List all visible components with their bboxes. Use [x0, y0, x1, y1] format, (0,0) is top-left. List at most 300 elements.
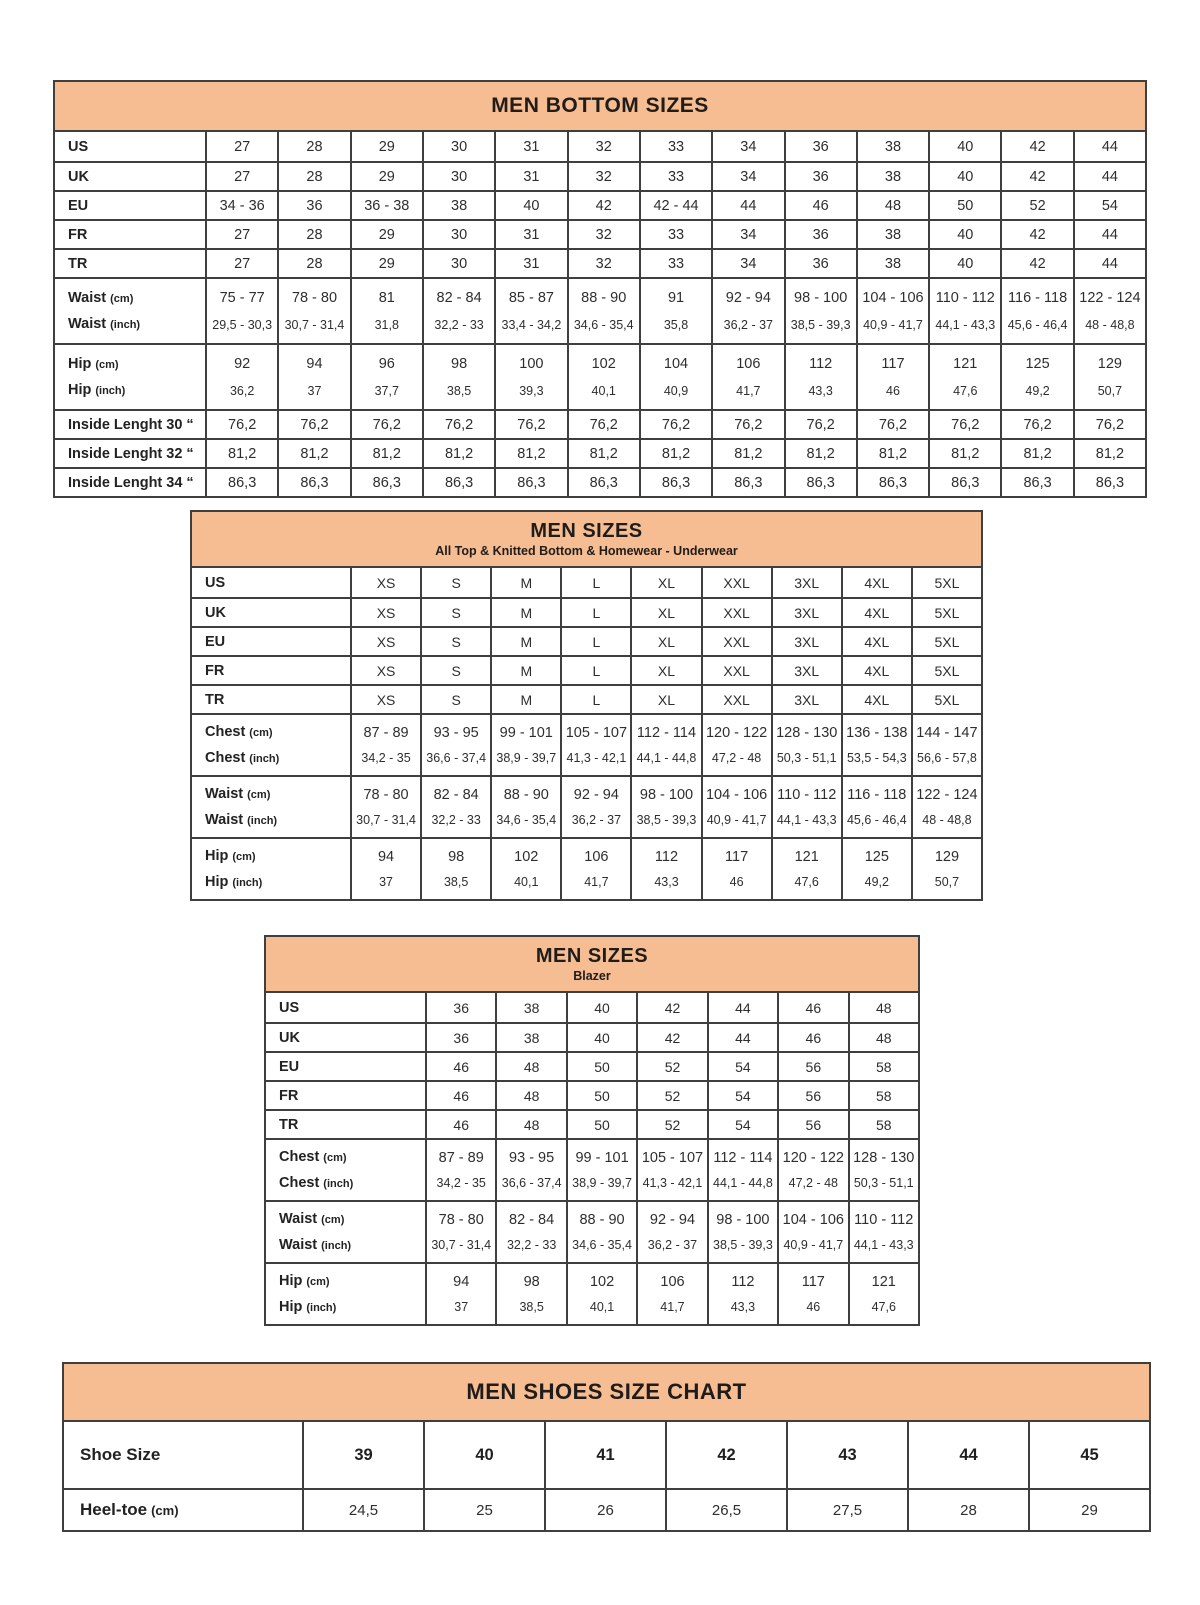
size-cell: [784, 279, 856, 343]
size-cell: 50: [566, 1111, 636, 1138]
value-cm: 98: [523, 1274, 540, 1290]
row-label-line: [279, 1211, 344, 1227]
value-inch: 30,7 - 31,4: [284, 317, 345, 332]
size-cell: 24,5: [302, 1490, 423, 1530]
size-cell: [1000, 279, 1072, 343]
row-label: [192, 568, 350, 597]
value-inch: 40,1: [591, 383, 616, 398]
value-cm: 121: [794, 849, 819, 865]
size-cell: 38: [495, 993, 565, 1022]
value-cm: 112: [809, 356, 833, 373]
value-cm: 93 - 95: [509, 1150, 555, 1166]
size-cell: 44: [1073, 163, 1145, 190]
size-cell: [420, 715, 490, 775]
value-inch: 29,5 - 30,3: [212, 317, 273, 332]
value-inch: 30,7 - 31,4: [431, 1238, 492, 1252]
size-cell: [490, 777, 560, 837]
size-cell: 30: [422, 221, 494, 248]
size-cell: 42: [636, 993, 706, 1022]
row-label-text: TR: [205, 691, 225, 708]
value-inch: 40,9 - 41,7: [783, 1238, 844, 1252]
table-title: MEN SIZES: [535, 944, 649, 967]
size-cell: 27: [205, 163, 277, 190]
row-label-text: Hip: [205, 873, 229, 890]
table-subtitle: Blazer: [573, 968, 611, 983]
row-label-line: [205, 812, 277, 828]
size-cell: 81,2: [1000, 440, 1072, 467]
value-inch: 38,5: [443, 875, 469, 889]
size-cell: 86,3: [494, 469, 566, 496]
size-cell: 38: [856, 221, 928, 248]
value-inch: 45,6 - 46,4: [846, 813, 907, 827]
row-label-text: Hip: [205, 848, 229, 865]
value-cm: 128 - 130: [776, 725, 838, 741]
value-inch: 50,7: [1097, 383, 1123, 398]
size-cell: 54: [707, 1082, 777, 1109]
value-cm: 99 - 101: [575, 1150, 629, 1166]
size-cell: XS: [350, 599, 420, 626]
row-label-text: Hip: [68, 355, 92, 372]
size-cell: [636, 1264, 706, 1324]
row-label-line: [68, 290, 133, 306]
size-cell: [494, 279, 566, 343]
value-inch: 48 - 48,8: [1085, 317, 1135, 332]
row-label: [55, 411, 205, 438]
table-header: [266, 937, 918, 993]
size-cell: 29: [350, 132, 422, 161]
value-cm: 106: [736, 356, 761, 373]
row-label-text: Waist: [68, 289, 107, 306]
size-cell: 42: [1000, 250, 1072, 277]
value-inch: 44,1 - 43,3: [776, 813, 837, 827]
size-cell: [560, 715, 630, 775]
row-label-line: [279, 1237, 351, 1253]
size-cell: 29: [350, 250, 422, 277]
row-label-unit: (cm): [110, 292, 134, 305]
size-cell: 4XL: [841, 628, 911, 655]
row-label-unit: (cm): [321, 1214, 345, 1227]
row-label-text: US: [68, 138, 89, 155]
size-cell: 3XL: [771, 568, 841, 597]
table-header: [55, 82, 1145, 132]
size-cell: 40: [566, 993, 636, 1022]
row-label-line: [279, 1117, 298, 1133]
size-cell: 34: [711, 132, 783, 161]
value-inch: 43,3: [654, 875, 679, 889]
size-cell: [707, 1202, 777, 1262]
size-cell: 76,2: [928, 411, 1000, 438]
value-cm: 136 - 138: [846, 725, 908, 741]
size-cell: 44: [707, 1024, 777, 1051]
value-cm: 81: [378, 290, 395, 307]
size-cell: [777, 1202, 847, 1262]
value-cm: 94: [453, 1274, 470, 1290]
value-cm: 85 - 87: [508, 290, 554, 307]
value-inch: 37: [379, 875, 393, 889]
size-cell: XXL: [701, 599, 771, 626]
table-row: [192, 626, 981, 655]
row-label-text: Waist: [68, 316, 107, 333]
row-label-line: [279, 1175, 353, 1191]
size-cell: 76,2: [205, 411, 277, 438]
value-inch: 37,7: [374, 383, 399, 398]
size-cell: XS: [350, 628, 420, 655]
size-cell: 76,2: [1000, 411, 1072, 438]
table-row: [266, 1051, 918, 1080]
value-cm: 106: [660, 1274, 685, 1290]
size-cell: XL: [630, 686, 700, 713]
value-inch: 43,3: [730, 1300, 756, 1314]
size-cell: 25: [423, 1490, 544, 1530]
size-cell: 42: [1000, 221, 1072, 248]
table-row: [192, 597, 981, 626]
size-cell: [848, 1140, 918, 1200]
row-label-unit: (cm): [247, 789, 271, 802]
size-cell: [277, 279, 349, 343]
value-inch: 36,2 - 37: [723, 317, 774, 332]
size-cell: [1073, 279, 1145, 343]
size-cell: 44: [1073, 132, 1145, 161]
value-inch: 38,9 - 39,7: [496, 751, 557, 765]
size-cell: [425, 1264, 495, 1324]
row-label-text: EU: [205, 633, 226, 650]
size-cell: 46: [425, 1053, 495, 1080]
value-cm: 144 - 147: [916, 725, 978, 741]
size-cell: L: [560, 657, 630, 684]
size-cell: 56: [777, 1053, 847, 1080]
size-cell: [848, 1202, 918, 1262]
row-label-unit: (inch): [95, 385, 126, 398]
row-label-unit: (cm): [95, 358, 119, 371]
size-cell: [636, 1140, 706, 1200]
table-subtitle: All Top & Knitted Bottom & Homewear - Underwear: [435, 543, 738, 558]
value-cm: 112: [654, 849, 679, 865]
row-label-line: [205, 874, 262, 890]
size-cell: XL: [630, 568, 700, 597]
row-label-line: [279, 1088, 298, 1104]
size-cell: [425, 1202, 495, 1262]
row-label-text: US: [279, 999, 300, 1016]
size-cell: [771, 839, 841, 899]
size-cell: S: [420, 657, 490, 684]
size-cell: 76,2: [567, 411, 639, 438]
row-label: [266, 1082, 425, 1109]
value-cm: 92: [234, 356, 251, 373]
value-cm: 87 - 89: [438, 1150, 484, 1166]
size-cell: XXL: [701, 657, 771, 684]
row-label-unit: (inch): [249, 752, 280, 765]
value-cm: 98 - 100: [716, 1212, 770, 1228]
size-cell: 36: [277, 192, 349, 219]
value-cm: 98 - 100: [639, 787, 694, 803]
row-label-text: Waist: [205, 811, 244, 828]
value-cm: 100: [519, 356, 544, 373]
table-body: [64, 1422, 1149, 1530]
value-inch: 41,7: [660, 1300, 685, 1314]
size-cell: [277, 345, 349, 409]
size-cell: 81,2: [928, 440, 1000, 467]
row-label: [192, 628, 350, 655]
value-cm: 122 - 124: [916, 787, 978, 803]
size-cell: [841, 715, 911, 775]
value-inch: 40,1: [514, 875, 539, 889]
size-cell: [630, 715, 700, 775]
value-cm: 78 - 80: [291, 290, 338, 307]
size-cell: [420, 839, 490, 899]
row-label-line: [68, 198, 88, 214]
size-cell: 31: [494, 132, 566, 161]
value-cm: 125: [864, 849, 889, 865]
size-cell: [420, 777, 490, 837]
value-inch: 47,2 - 48: [788, 1176, 838, 1190]
row-label: [266, 1024, 425, 1051]
size-cell: 76,2: [350, 411, 422, 438]
value-cm: 121: [871, 1274, 896, 1290]
size-cell: [422, 345, 494, 409]
size-cell: 50: [566, 1053, 636, 1080]
row-label-text: UK: [279, 1029, 300, 1046]
row-label: [55, 279, 205, 343]
value-inch: 32,2 - 33: [431, 813, 481, 827]
value-cm: 129: [1097, 356, 1122, 373]
size-cell: 40: [423, 1422, 544, 1488]
size-cell: 44: [707, 993, 777, 1022]
row-label-unit: (cm): [323, 1152, 347, 1165]
size-cell: M: [490, 657, 560, 684]
value-inch: 41,3 - 42,1: [642, 1176, 703, 1190]
size-cell: [490, 715, 560, 775]
value-cm: 99 - 101: [499, 725, 553, 741]
size-cell: 76,2: [422, 411, 494, 438]
row-label-line: [205, 663, 224, 679]
size-cell: 36 - 38: [350, 192, 422, 219]
value-inch: 48 - 48,8: [922, 813, 972, 827]
value-cm: 112: [731, 1274, 755, 1290]
value-cm: 110 - 112: [777, 787, 837, 803]
value-cm: 82 - 84: [436, 290, 482, 307]
value-inch: 50,7: [934, 875, 960, 889]
size-cell: [777, 1264, 847, 1324]
size-cell: 40: [494, 192, 566, 219]
row-label-text: UK: [205, 604, 226, 621]
size-cell: 40: [566, 1024, 636, 1051]
size-cell: [911, 839, 981, 899]
row-label: [192, 839, 350, 899]
size-cell: 48: [495, 1082, 565, 1109]
value-inch: 49,2: [1025, 383, 1050, 398]
row-label-text: Heel-toe: [80, 1500, 148, 1519]
size-cell: 54: [1073, 192, 1145, 219]
size-cell: 4XL: [841, 568, 911, 597]
value-cm: 102: [591, 356, 616, 373]
size-cell: [350, 279, 422, 343]
size-cell: 56: [777, 1082, 847, 1109]
size-cell: 81,2: [422, 440, 494, 467]
size-cell: 4XL: [841, 657, 911, 684]
size-cell: [771, 777, 841, 837]
size-cell: [495, 1264, 565, 1324]
size-cell: [701, 777, 771, 837]
table-body: [266, 993, 918, 1324]
size-cell: 40: [928, 132, 1000, 161]
table-row: [55, 161, 1145, 190]
table-title: MEN BOTTOM SIZES: [491, 93, 709, 117]
value-inch: 34,6 - 35,4: [573, 317, 634, 332]
size-cell: [350, 839, 420, 899]
size-cell: 76,2: [494, 411, 566, 438]
size-cell: 58: [848, 1082, 918, 1109]
size-cell: [841, 777, 911, 837]
size-cell: [707, 1140, 777, 1200]
value-inch: 34,6 - 35,4: [572, 1238, 632, 1252]
size-cell: XS: [350, 657, 420, 684]
table-row: [192, 837, 981, 899]
value-inch: 46: [806, 1300, 821, 1314]
row-label-unit: (inch): [323, 1177, 354, 1190]
row-label-unit: (inch): [247, 814, 278, 827]
row-label-line: [68, 316, 140, 332]
size-cell: 38: [856, 163, 928, 190]
size-cell: 46: [784, 192, 856, 219]
size-cell: XS: [350, 686, 420, 713]
value-cm: 102: [589, 1274, 615, 1290]
table-row: [64, 1488, 1149, 1530]
size-cell: 31: [494, 163, 566, 190]
value-inch: 33,4 - 34,2: [501, 317, 562, 332]
value-inch: 36,2: [229, 383, 255, 398]
size-cell: 33: [639, 132, 711, 161]
table-title: MEN SHOES SIZE CHART: [466, 1379, 747, 1405]
size-cell: 4XL: [841, 599, 911, 626]
row-label-line: [68, 169, 89, 185]
row-label-text: Hip: [279, 1298, 303, 1315]
size-cell: 3XL: [771, 599, 841, 626]
value-cm: 96: [378, 356, 395, 373]
value-cm: 98: [451, 356, 468, 373]
size-cell: 52: [636, 1053, 706, 1080]
row-label-line: [279, 1059, 299, 1075]
size-cell: [567, 345, 639, 409]
row-label-line: [68, 417, 194, 433]
value-inch: 38,5 - 39,3: [713, 1238, 773, 1252]
size-cell: [566, 1264, 636, 1324]
row-label-line: [279, 1030, 300, 1046]
size-cell: [425, 1140, 495, 1200]
value-cm: 98: [448, 849, 465, 865]
size-cell: 38: [422, 192, 494, 219]
value-inch: 38,9 - 39,7: [572, 1176, 632, 1190]
value-cm: 92 - 94: [573, 787, 619, 803]
value-inch: 36,2 - 37: [571, 813, 622, 827]
size-cell: M: [490, 599, 560, 626]
size-cell: [771, 715, 841, 775]
size-cell: 86,3: [856, 469, 928, 496]
value-cm: 110 - 112: [935, 290, 995, 307]
table-row: [55, 343, 1145, 409]
size-cell: 33: [639, 250, 711, 277]
size-cell: 86,3: [639, 469, 711, 496]
size-cell: 33: [639, 221, 711, 248]
size-cell: [205, 345, 277, 409]
size-cell: 42 - 44: [639, 192, 711, 219]
size-cell: 76,2: [1073, 411, 1145, 438]
size-cell: XXL: [701, 686, 771, 713]
value-inch: 38,5: [519, 1300, 544, 1314]
row-label-text: TR: [68, 255, 88, 272]
size-cell: [560, 777, 630, 837]
size-cell: 5XL: [911, 686, 981, 713]
size-cell: M: [490, 628, 560, 655]
size-cell: 40: [928, 163, 1000, 190]
table-row: [192, 684, 981, 713]
row-label-text: UK: [68, 168, 89, 185]
size-cell: 52: [636, 1111, 706, 1138]
size-cell: L: [560, 599, 630, 626]
table-row: [192, 775, 981, 837]
value-cm: 82 - 84: [433, 787, 479, 803]
row-label-text: FR: [279, 1087, 299, 1104]
size-cell: 34 - 36: [205, 192, 277, 219]
row-label-text: Chest: [279, 1174, 320, 1191]
value-inch: 45,6 - 46,4: [1007, 317, 1068, 332]
row-label-text: Waist: [279, 1236, 318, 1253]
size-cell: 43: [786, 1422, 907, 1488]
value-inch: 31,8: [374, 317, 399, 332]
value-cm: 106: [584, 849, 609, 865]
size-cell: XL: [630, 599, 700, 626]
size-cell: 38: [495, 1024, 565, 1051]
size-cell: 26: [544, 1490, 665, 1530]
value-cm: 102: [514, 849, 539, 865]
size-cell: 86,3: [205, 469, 277, 496]
value-inch: 49,2: [864, 875, 889, 889]
row-label: [192, 657, 350, 684]
value-inch: 41,7: [736, 383, 761, 398]
size-cell: XS: [350, 568, 420, 597]
size-cell: M: [490, 568, 560, 597]
size-cell: 44: [1073, 221, 1145, 248]
size-cell: 48: [495, 1111, 565, 1138]
size-cell: 30: [422, 250, 494, 277]
value-inch: 50,3 - 51,1: [853, 1176, 914, 1190]
size-cell: XL: [630, 657, 700, 684]
size-cell: 36: [784, 163, 856, 190]
size-cell: 46: [777, 993, 847, 1022]
value-cm: 117: [881, 356, 905, 373]
row-label: [55, 469, 205, 496]
size-cell: 76,2: [639, 411, 711, 438]
row-label-line: [205, 634, 225, 650]
size-cell: 28: [277, 250, 349, 277]
row-label-line: [68, 475, 194, 491]
size-cell: 86,3: [567, 469, 639, 496]
value-cm: 104 - 106: [862, 290, 924, 307]
size-cell: 33: [639, 163, 711, 190]
table-row: [192, 568, 981, 597]
size-cell: 86,3: [928, 469, 1000, 496]
value-cm: 105 - 107: [565, 725, 628, 741]
size-cell: 42: [665, 1422, 786, 1488]
row-label: [55, 345, 205, 409]
value-cm: 110 - 112: [854, 1212, 914, 1228]
row-label-text: Inside Lenght 34 “: [68, 474, 194, 491]
value-cm: 94: [306, 356, 323, 373]
size-cell: 46: [777, 1024, 847, 1051]
table-row: [55, 190, 1145, 219]
table-row: [192, 655, 981, 684]
size-cell: 4XL: [841, 686, 911, 713]
row-label-line: [205, 750, 279, 766]
